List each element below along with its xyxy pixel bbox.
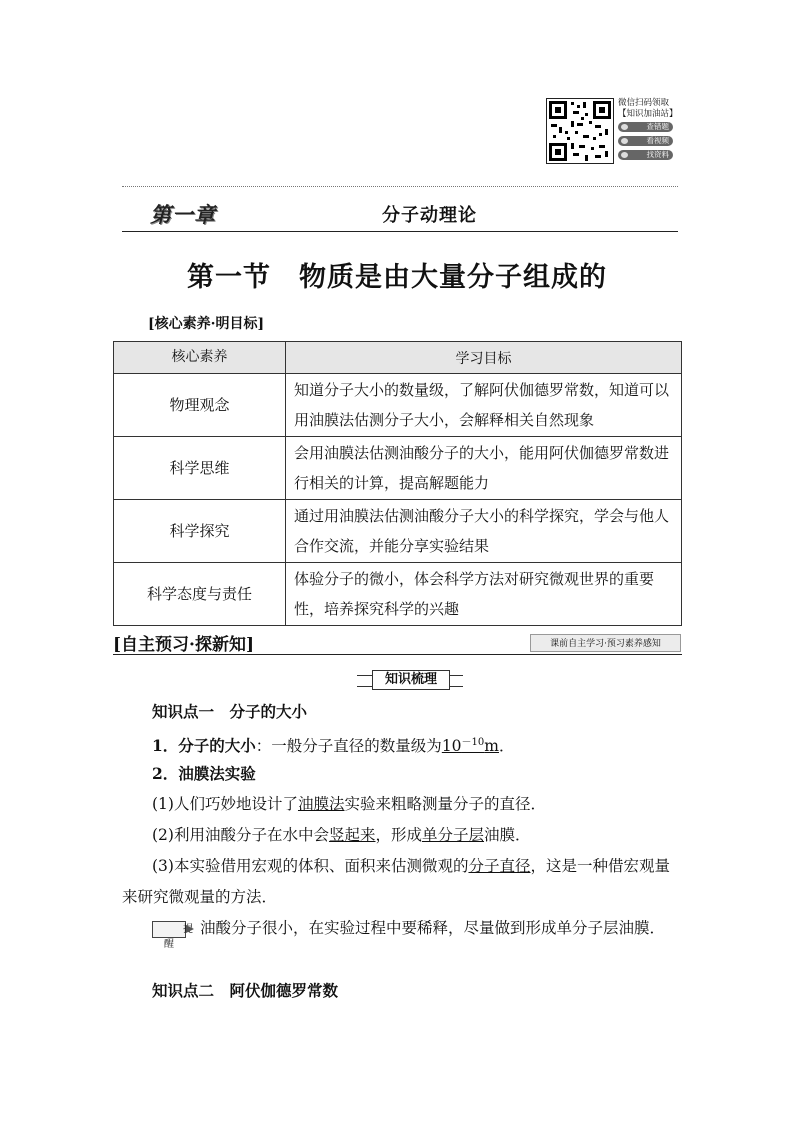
- chapter-label: 第一章: [150, 203, 216, 227]
- sub-item-3: [122, 851, 678, 913]
- literacy-cell: 科学思维: [114, 437, 286, 500]
- preview-tag: 课前自主学习·预习素养感知: [530, 634, 681, 652]
- item-oil-film-experiment: 2．油膜法实验: [152, 764, 256, 783]
- literacy-cell: 科学探究: [114, 500, 286, 563]
- item1-unit: m: [484, 737, 499, 756]
- item1-text: ：一般分子直径的数量级为: [255, 737, 442, 756]
- qr-caption: [618, 98, 678, 120]
- literacy-cell: 科学态度与责任: [114, 563, 286, 626]
- sub-item-1: [152, 789, 708, 820]
- qr-button-check-errors[interactable]: 查错题: [618, 122, 673, 132]
- goals-table: [113, 341, 682, 626]
- chapter-title: 分子动理论: [382, 205, 477, 226]
- section-title: 第一节 物质是由大量分子组成的: [187, 262, 607, 293]
- sub2-text-b: ，形成: [375, 826, 422, 844]
- knowledge-point-1-title: 知识点一 分子的大小: [152, 702, 308, 721]
- header-goal: 学习目标: [286, 342, 682, 374]
- qr-code-pattern: [547, 99, 613, 163]
- table-row: [114, 437, 682, 500]
- item-molecule-size: [152, 727, 708, 762]
- table-header-row: [114, 342, 682, 374]
- knowledge-box-label: 知识梳理: [372, 670, 450, 690]
- sub2-underlined-2: 单分子层: [422, 826, 485, 844]
- sub-item-2: [152, 820, 708, 851]
- core-literacy-tag: [核心素养·明目标]: [148, 316, 265, 332]
- sub3-underlined: 分子直径: [468, 857, 531, 875]
- qr-button-watch-video[interactable]: 看视频: [618, 136, 673, 146]
- goal-cell: 会用油膜法估测油酸分子的大小，能用阿伏伽德罗常数进行相关的计算，提高解题能力: [286, 437, 682, 500]
- goal-cell: 通过用油膜法估测油酸分子大小的科学探究，学会与他人合作交流，并能分享实验结果: [286, 500, 682, 563]
- qr-caption-line1: 微信扫码领取: [618, 98, 670, 108]
- item1-value: [442, 737, 499, 755]
- sub2-text-c: 油膜．: [484, 826, 531, 844]
- table-row: [114, 563, 682, 626]
- sub2-text-a: (2)利用油酸分子在水中会: [152, 826, 329, 844]
- literacy-cell: 物理观念: [114, 374, 286, 437]
- goal-cell: 知道分子大小的数量级，了解阿伏伽德罗常数，知道可以用油膜法估测分子大小，会解释相关自然现象: [286, 374, 682, 437]
- table-row: [114, 374, 682, 437]
- knowledge-point-2-title: 知识点二 阿伏伽德罗常数: [152, 981, 339, 1000]
- sub2-underlined-1: 竖起来: [328, 826, 376, 844]
- qr-button-find-materials[interactable]: 找资料: [618, 150, 673, 160]
- item1-label: 1．分子的大小: [152, 736, 256, 756]
- table-row: [114, 500, 682, 563]
- item1-value-exp: －10: [461, 737, 485, 748]
- header-literacy: 核心素养: [114, 342, 286, 374]
- sub3-text-a: (3)本实验借用宏观的体积、面积来估测微观的: [152, 857, 469, 875]
- sub3-text-b: ，这是一种借宏观量来研究微观量的方法．: [122, 857, 670, 906]
- header-dotted-line: [122, 186, 678, 187]
- sub1-text-a: (1)人们巧妙地设计了: [152, 795, 298, 813]
- qr-code[interactable]: [546, 98, 614, 164]
- chapter-rule: [122, 231, 678, 232]
- item1-end: ．: [498, 737, 515, 756]
- preview-rule: [113, 654, 682, 655]
- hint-text: 油酸分子很小，在实验过程中要稀释，尽量做到形成单分子层油膜．: [200, 919, 666, 937]
- hint-label: 提醒: [152, 921, 186, 938]
- item1-value-base: 10: [441, 737, 462, 756]
- hint-paragraph: [122, 913, 678, 950]
- preview-heading: [自主预习·探新知]: [113, 635, 255, 655]
- goal-cell: 体验分子的微小，体会科学方法对研究微观世界的重要性，培养探究科学的兴趣: [286, 563, 682, 626]
- qr-caption-line2: 【知识加油站】: [618, 109, 678, 119]
- sub1-text-b: 实验来粗略测量分子的直径．: [344, 795, 546, 813]
- sub1-underlined: 油膜法: [297, 795, 345, 813]
